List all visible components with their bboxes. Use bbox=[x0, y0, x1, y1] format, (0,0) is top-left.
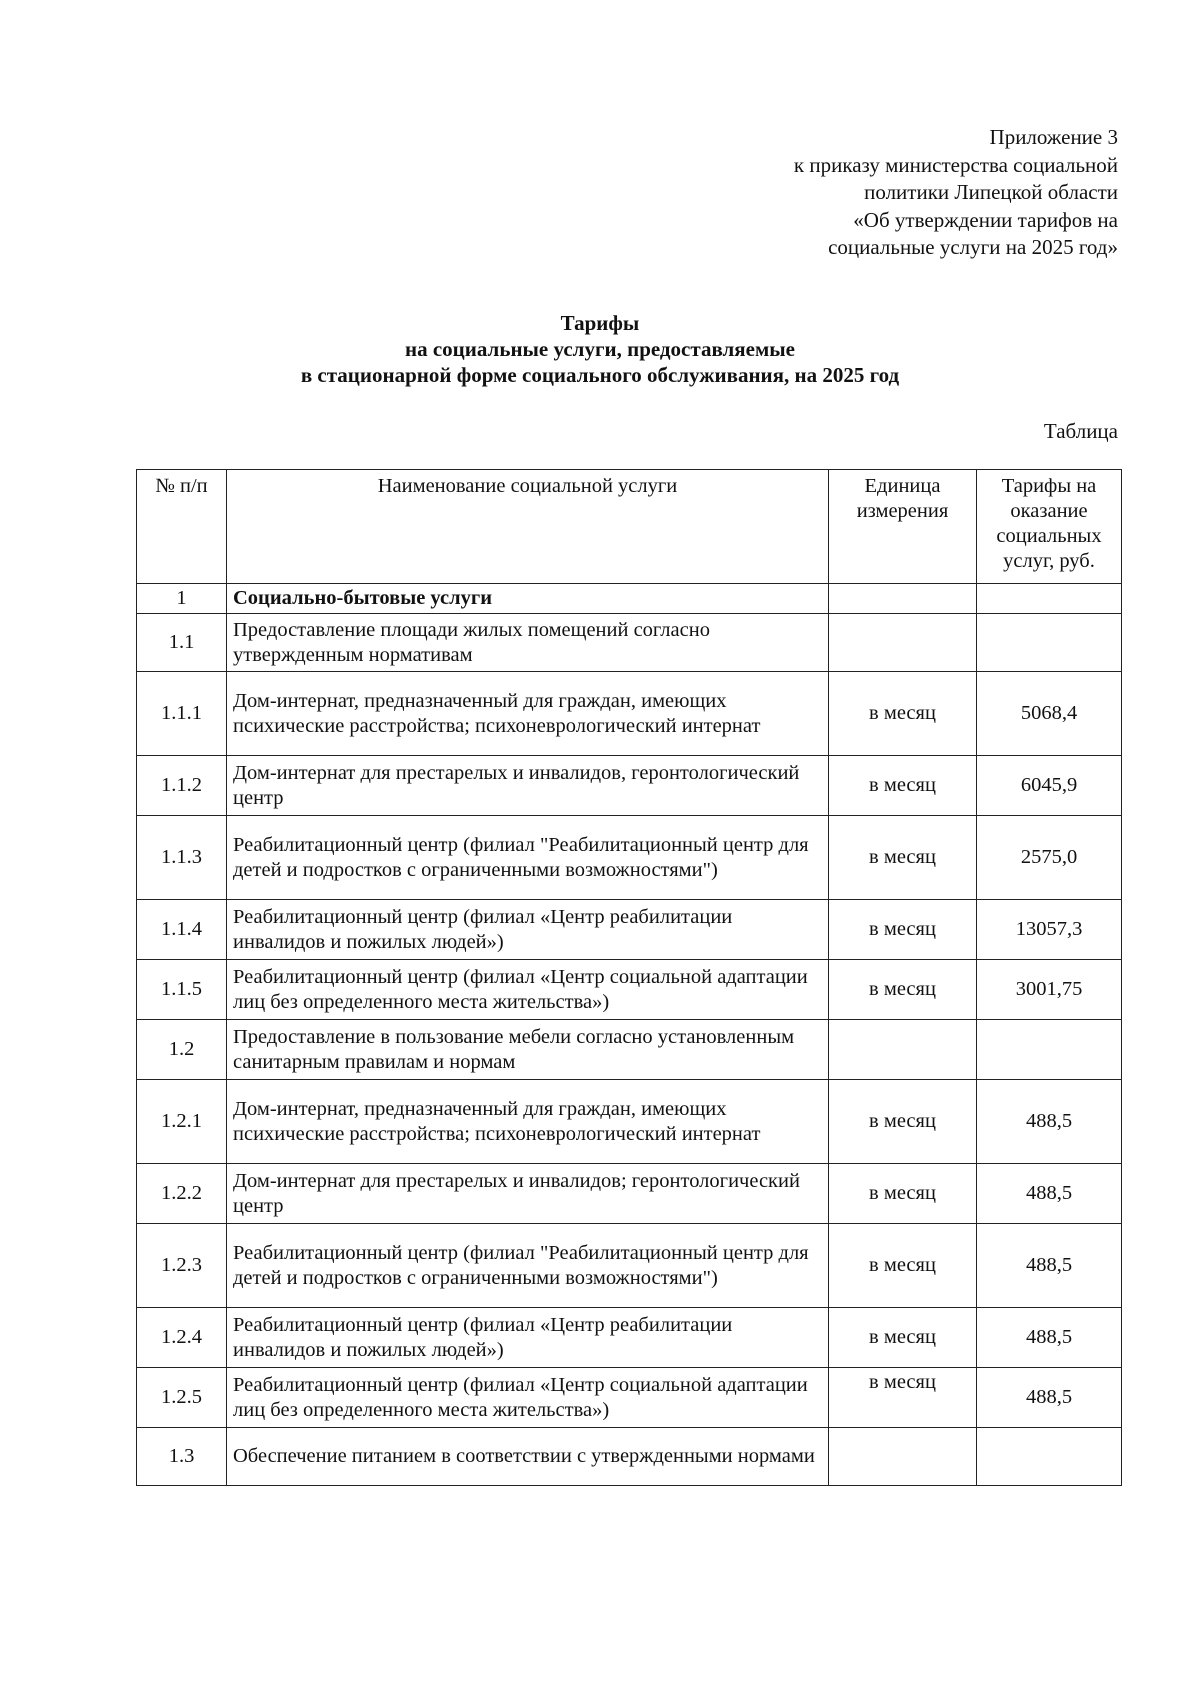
row-unit: в месяц bbox=[829, 1164, 977, 1224]
table-row bbox=[137, 1020, 1122, 1080]
row-name: Дом-интернат для престарелых и инвалидов, геронтологический центр bbox=[227, 756, 829, 816]
row-num: 1.1.3 bbox=[137, 816, 227, 900]
row-unit: в месяц bbox=[829, 756, 977, 816]
row-unit: в месяц bbox=[829, 1308, 977, 1368]
row-unit bbox=[829, 584, 977, 614]
row-num: 1.1 bbox=[137, 614, 227, 672]
table-row bbox=[137, 900, 1122, 960]
row-tariff bbox=[977, 1428, 1122, 1486]
row-tariff: 488,5 bbox=[977, 1368, 1122, 1428]
row-name: Дом-интернат, предназначенный для граждан, имеющих психические расстройства; психоневрологический интернат bbox=[227, 1080, 829, 1164]
row-num: 1 bbox=[137, 584, 227, 614]
table-row bbox=[137, 756, 1122, 816]
table-row bbox=[137, 1428, 1122, 1486]
row-tariff bbox=[977, 584, 1122, 614]
title-line: в стационарной форме социального обслуживания, на 2025 год bbox=[300, 363, 900, 387]
document-title bbox=[0, 310, 1200, 388]
title-line: на социальные услуги, предоставляемые bbox=[405, 337, 795, 361]
row-name: Реабилитационный центр (филиал "Реабилитационный центр для детей и подростков с ограниченными возможностями") bbox=[227, 816, 829, 900]
row-num: 1.1.5 bbox=[137, 960, 227, 1020]
table-row bbox=[137, 1308, 1122, 1368]
appendix-reference bbox=[794, 124, 1118, 262]
row-name: Реабилитационный центр (филиал «Центр социальной адаптации лиц без определенного места жительства») bbox=[227, 1368, 829, 1428]
row-name: Дом-интернат, предназначенный для граждан, имеющих психические расстройства; психоневрологический интернат bbox=[227, 672, 829, 756]
table-row bbox=[137, 1368, 1122, 1428]
row-tariff: 488,5 bbox=[977, 1308, 1122, 1368]
tariffs-table bbox=[136, 469, 1122, 1486]
row-num: 1.3 bbox=[137, 1428, 227, 1486]
row-tariff: 488,5 bbox=[977, 1164, 1122, 1224]
table-row bbox=[137, 1224, 1122, 1308]
header-unit: Единица измерения bbox=[829, 470, 977, 584]
table-row bbox=[137, 1164, 1122, 1224]
row-unit bbox=[829, 1020, 977, 1080]
appendix-line: социальные услуги на 2025 год» bbox=[828, 235, 1118, 259]
row-tariff: 3001,75 bbox=[977, 960, 1122, 1020]
appendix-line: Приложение 3 bbox=[989, 125, 1118, 149]
row-num: 1.1.4 bbox=[137, 900, 227, 960]
row-num: 1.1.1 bbox=[137, 672, 227, 756]
table-row bbox=[137, 584, 1122, 614]
table-header-row bbox=[137, 470, 1122, 584]
row-name: Дом-интернат для престарелых и инвалидов; геронтологический центр bbox=[227, 1164, 829, 1224]
row-num: 1.2.1 bbox=[137, 1080, 227, 1164]
row-unit: в месяц bbox=[829, 1368, 977, 1428]
appendix-line: к приказу министерства социальной bbox=[793, 152, 1118, 177]
header-tariff: Тарифы на оказание социальных услуг, руб. bbox=[977, 470, 1122, 584]
row-num: 1.2.3 bbox=[137, 1224, 227, 1308]
row-tariff: 488,5 bbox=[977, 1080, 1122, 1164]
appendix-line: политики Липецкой области bbox=[864, 180, 1118, 204]
row-name: Социально-бытовые услуги bbox=[227, 584, 829, 614]
row-name: Реабилитационный центр (филиал "Реабилитационный центр для детей и подростков с ограниченными возможностями") bbox=[227, 1224, 829, 1308]
table-row bbox=[137, 816, 1122, 900]
row-unit bbox=[829, 1428, 977, 1486]
row-unit: в месяц bbox=[829, 900, 977, 960]
table-label: Таблица bbox=[1043, 419, 1118, 443]
header-num: № п/п bbox=[137, 470, 227, 584]
row-num: 1.2 bbox=[137, 1020, 227, 1080]
row-unit: в месяц bbox=[829, 672, 977, 756]
row-tariff bbox=[977, 1020, 1122, 1080]
row-name: Предоставление площади жилых помещений согласно утвержденным нормативам bbox=[227, 614, 829, 672]
row-num: 1.2.2 bbox=[137, 1164, 227, 1224]
table-row bbox=[137, 672, 1122, 756]
row-tariff: 2575,0 bbox=[977, 816, 1122, 900]
row-tariff: 5068,4 bbox=[977, 672, 1122, 756]
row-tariff: 488,5 bbox=[977, 1224, 1122, 1308]
row-num: 1.2.4 bbox=[137, 1308, 227, 1368]
table-row bbox=[137, 960, 1122, 1020]
row-unit: в месяц bbox=[829, 1080, 977, 1164]
row-name: Предоставление в пользование мебели согласно установленным санитарным правилам и нормам bbox=[227, 1020, 829, 1080]
row-name: Обеспечение питанием в соответствии с утвержденными нормами bbox=[227, 1428, 829, 1486]
row-name: Реабилитационный центр (филиал «Центр реабилитации инвалидов и пожилых людей») bbox=[227, 1308, 829, 1368]
table-row bbox=[137, 1080, 1122, 1164]
row-tariff bbox=[977, 614, 1122, 672]
row-unit: в месяц bbox=[829, 816, 977, 900]
appendix-line: «Об утверждении тарифов на bbox=[853, 207, 1118, 232]
row-unit bbox=[829, 614, 977, 672]
row-unit: в месяц bbox=[829, 960, 977, 1020]
row-name: Реабилитационный центр (филиал «Центр социальной адаптации лиц без определенного места жительства») bbox=[227, 960, 829, 1020]
header-name: Наименование социальной услуги bbox=[227, 470, 829, 584]
row-tariff: 6045,9 bbox=[977, 756, 1122, 816]
row-unit: в месяц bbox=[829, 1224, 977, 1308]
row-tariff: 13057,3 bbox=[977, 900, 1122, 960]
title-line: Тарифы bbox=[560, 311, 640, 335]
row-num: 1.2.5 bbox=[137, 1368, 227, 1428]
row-name: Реабилитационный центр (филиал «Центр реабилитации инвалидов и пожилых людей») bbox=[227, 900, 829, 960]
table-row bbox=[137, 614, 1122, 672]
row-num: 1.1.2 bbox=[137, 756, 227, 816]
